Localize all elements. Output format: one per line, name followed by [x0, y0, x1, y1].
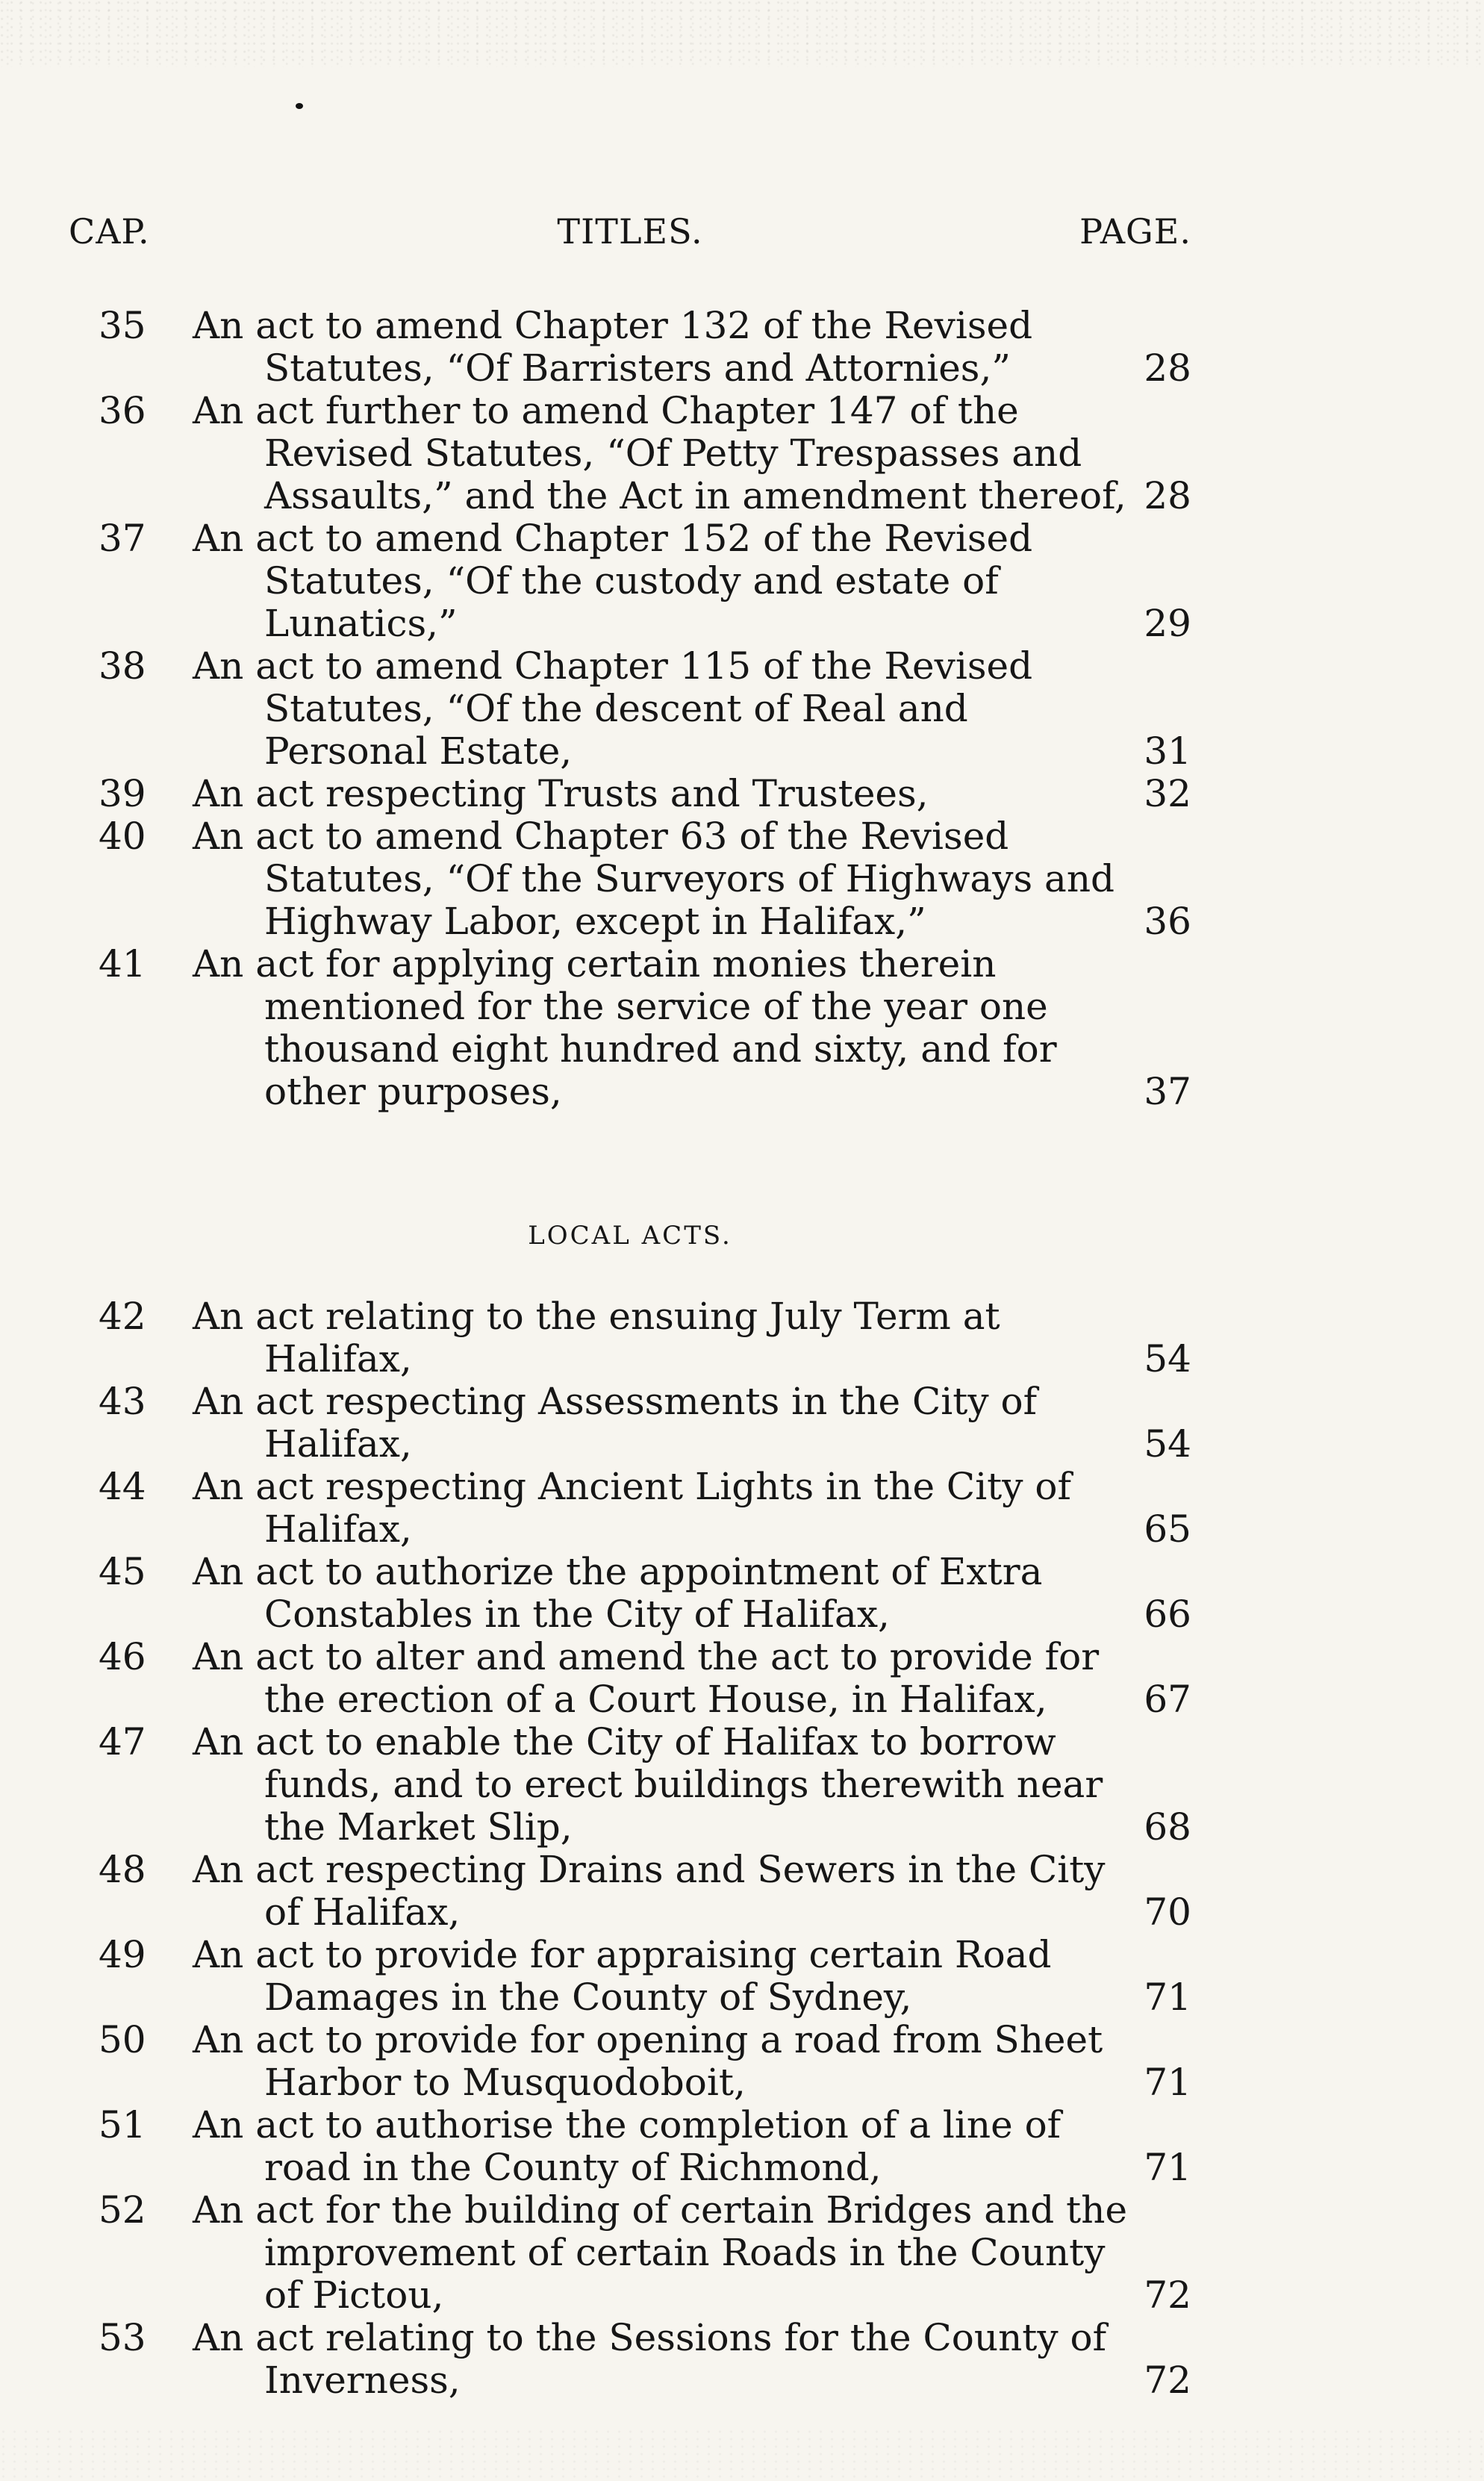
- general-acts-list: [69, 305, 1191, 1113]
- cap-number: 43: [99, 1380, 146, 1423]
- act-title: An act for applying certain monies therein mentioned for the service of the year one thousand eight hundred and sixty, and for other purposes,: [193, 942, 1057, 1113]
- table-row: [69, 1380, 1191, 1466]
- page-noise-bottom: [0, 2429, 1484, 2481]
- table-row: [69, 517, 1191, 645]
- local-acts-list: [69, 1295, 1191, 2402]
- act-title: An act to amend Chapter 115 of the Revised Statutes, “Of the descent of Real and Personal Estate,: [193, 644, 1033, 773]
- act-title: An act to alter and amend the act to provide for the erection of a Court House, in Halifax,: [193, 1635, 1100, 1721]
- table-row: [69, 943, 1191, 1113]
- cap-number: 40: [99, 815, 146, 858]
- table-row: [69, 1636, 1191, 1721]
- act-title: An act for the building of certain Bridges and the improvement of certain Roads in the County of Pictou,: [193, 2188, 1128, 2317]
- cap-number: 38: [99, 644, 146, 688]
- act-title: An act to enable the City of Halifax to borrow funds, and to erect buildings therewith near the Market Slip,: [193, 1720, 1103, 1849]
- page-number: 66: [1144, 1593, 1191, 1636]
- cap-number: 46: [99, 1635, 146, 1678]
- act-title: An act to amend Chapter 152 of the Revised Statutes, “Of the custody and estate of Lunatics,”: [193, 517, 1033, 645]
- page-number: 67: [1144, 1678, 1191, 1721]
- act-title: An act respecting Assessments in the City of Halifax,: [193, 1380, 1038, 1466]
- page-number: 54: [1144, 1337, 1191, 1380]
- table-row: [69, 305, 1191, 390]
- cap-number: 39: [99, 772, 146, 815]
- table-row: [69, 1295, 1191, 1380]
- cap-number: 49: [99, 1933, 146, 1976]
- table-row: [69, 2019, 1191, 2104]
- act-title: An act respecting Drains and Sewers in the City of Halifax,: [193, 1848, 1106, 1934]
- table-row: [69, 773, 1191, 815]
- act-title: An act to amend Chapter 63 of the Revised Statutes, “Of the Surveyors of Highways and Highway Labor, except in Halifax,”: [193, 815, 1115, 943]
- table-row: [69, 2189, 1191, 2317]
- cap-number: 44: [99, 1465, 146, 1508]
- act-title: An act to provide for opening a road from Sheet Harbor to Musquodoboit,: [193, 2018, 1103, 2104]
- table-row: [69, 1551, 1191, 1636]
- cap-number: 47: [99, 1720, 146, 1764]
- section-heading-local-acts: LOCAL ACTS.: [528, 1221, 732, 1251]
- cap-number: 53: [99, 2316, 146, 2359]
- cap-number: 52: [99, 2188, 146, 2232]
- act-title: An act to authorise the completion of a line of road in the County of Richmond,: [193, 2103, 1061, 2189]
- page-number: 37: [1144, 1070, 1191, 1113]
- cap-number: 51: [99, 2103, 146, 2147]
- cap-number: 41: [99, 942, 146, 986]
- table-row: [69, 815, 1191, 943]
- page-column-header: PAGE.: [1079, 211, 1191, 252]
- act-title: An act to authorize the appointment of Extra Constables in the City of Halifax,: [193, 1550, 1043, 1636]
- act-title: An act respecting Ancient Lights in the City of Halifax,: [193, 1465, 1072, 1551]
- page-number: 70: [1144, 1890, 1191, 1934]
- page-number: 28: [1144, 474, 1191, 517]
- page-number: 72: [1144, 2359, 1191, 2402]
- table-row: [69, 2104, 1191, 2189]
- titles-column-header: TITLES.: [557, 211, 703, 252]
- ink-dot: [296, 103, 303, 109]
- page-number: 29: [1144, 602, 1191, 645]
- cap-number: 48: [99, 1848, 146, 1891]
- table-row: [69, 1466, 1191, 1551]
- table-row: [69, 1721, 1191, 1849]
- cap-number: 36: [99, 389, 146, 432]
- table-row: [69, 1849, 1191, 1934]
- table-header: [69, 202, 1191, 261]
- act-title: An act relating to the ensuing July Term at Halifax,: [193, 1295, 1000, 1380]
- cap-number: 50: [99, 2018, 146, 2061]
- page-number: 54: [1144, 1422, 1191, 1466]
- page-number: 32: [1144, 772, 1191, 815]
- page-number: 65: [1144, 1507, 1191, 1551]
- act-title: An act further to amend Chapter 147 of the Revised Statutes, “Of Petty Trespasses and Assaults,” and the Act in amendment thereof,: [193, 389, 1126, 517]
- page-number: 71: [1144, 2146, 1191, 2189]
- page-number: 28: [1144, 346, 1191, 390]
- page-number: 72: [1144, 2273, 1191, 2317]
- cap-number: 35: [99, 304, 146, 347]
- cap-number: 45: [99, 1550, 146, 1593]
- cap-number: 37: [99, 517, 146, 560]
- table-row: [69, 645, 1191, 773]
- page-number: 31: [1144, 729, 1191, 773]
- page-noise-top: [0, 0, 1484, 67]
- act-title: An act to provide for appraising certain Road Damages in the County of Sydney,: [193, 1933, 1052, 2019]
- table-row: [69, 1934, 1191, 2019]
- page-number: 68: [1144, 1805, 1191, 1849]
- act-title: An act respecting Trusts and Trustees,: [193, 772, 929, 815]
- act-title: An act to amend Chapter 132 of the Revised Statutes, “Of Barristers and Attornies,”: [193, 304, 1033, 390]
- cap-column-header: CAP.: [69, 211, 150, 252]
- page-number: 71: [1144, 1976, 1191, 2019]
- table-row: [69, 2317, 1191, 2402]
- act-title: An act relating to the Sessions for the County of Inverness,: [193, 2316, 1107, 2402]
- cap-number: 42: [99, 1295, 146, 1338]
- page-number: 71: [1144, 2061, 1191, 2104]
- page-number: 36: [1144, 900, 1191, 943]
- table-row: [69, 390, 1191, 517]
